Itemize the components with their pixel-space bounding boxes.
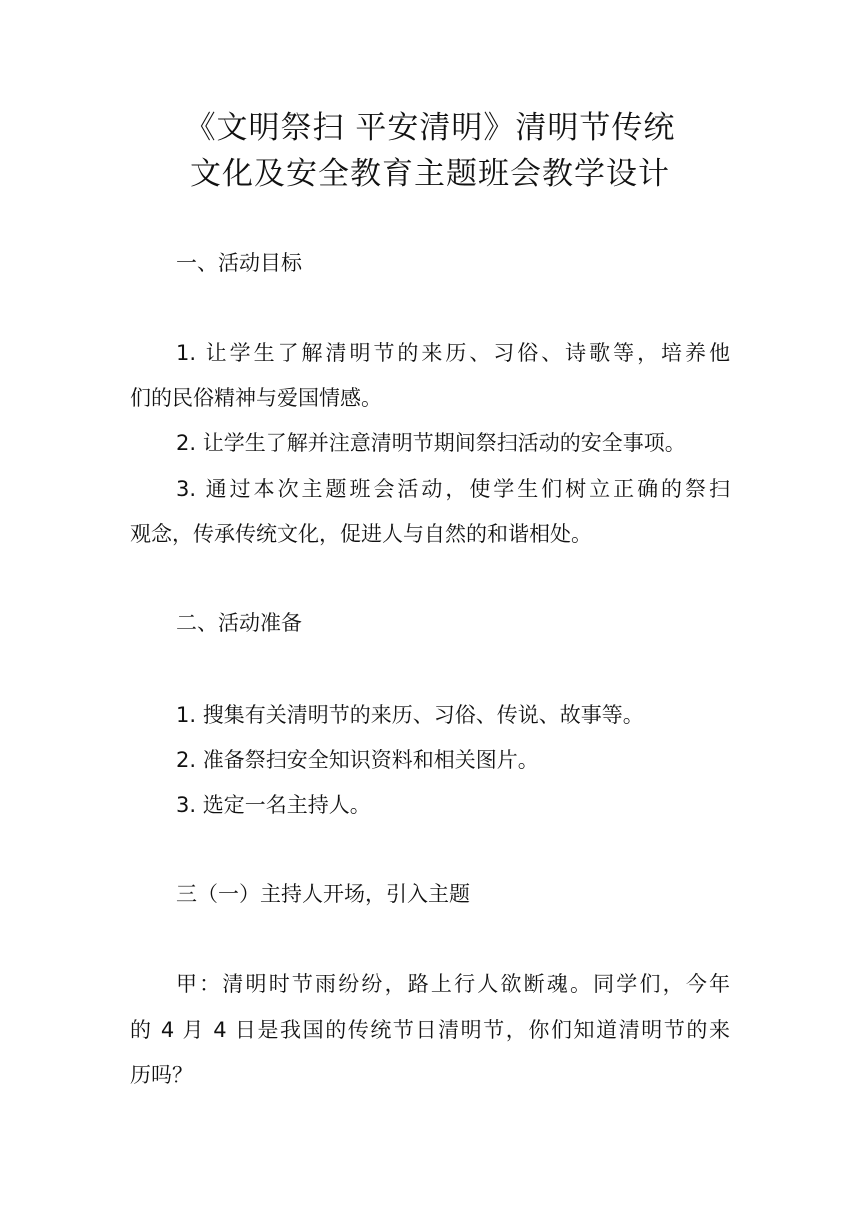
opening-paragraph-line-2: 的 4 月 4 日是我国的传统节日清明节，你们知道清明节的来: [130, 1018, 730, 1042]
goal-item-1-line-2: 们的民俗精神与爱国情感。: [130, 386, 382, 410]
goal-item-2: 2. 让学生了解并注意清明节期间祭扫活动的安全事项。: [176, 431, 686, 455]
document-title-line-1: 《文明祭扫 平安清明》清明节传统: [184, 110, 676, 146]
document-title-line-2: 文化及安全教育主题班会教学设计: [190, 156, 670, 192]
prep-item-2: 2. 准备祭扫安全知识资料和相关图片。: [176, 748, 539, 772]
prep-item-3: 3. 选定一名主持人。: [176, 793, 371, 817]
section-heading-opening: 三（一）主持人开场，引入主题: [176, 882, 470, 906]
section-heading-preparation: 二、活动准备: [176, 611, 302, 635]
prep-item-1: 1. 搜集有关清明节的来历、习俗、传说、故事等。: [176, 703, 644, 727]
goal-item-3-line-2: 观念，传承传统文化，促进人与自然的和谐相处。: [130, 522, 592, 546]
opening-paragraph-line-3: 历吗？: [130, 1063, 193, 1087]
goal-item-1-line-1: 1. 让学生了解清明节的来历、习俗、诗歌等，培养他: [176, 341, 730, 365]
section-heading-goals: 一、活动目标: [176, 251, 302, 275]
goal-item-3-line-1: 3. 通过本次主题班会活动，使学生们树立正确的祭扫: [176, 477, 730, 501]
opening-paragraph-line-1: 甲：清明时节雨纷纷，路上行人欲断魂。同学们，今年: [176, 972, 730, 996]
